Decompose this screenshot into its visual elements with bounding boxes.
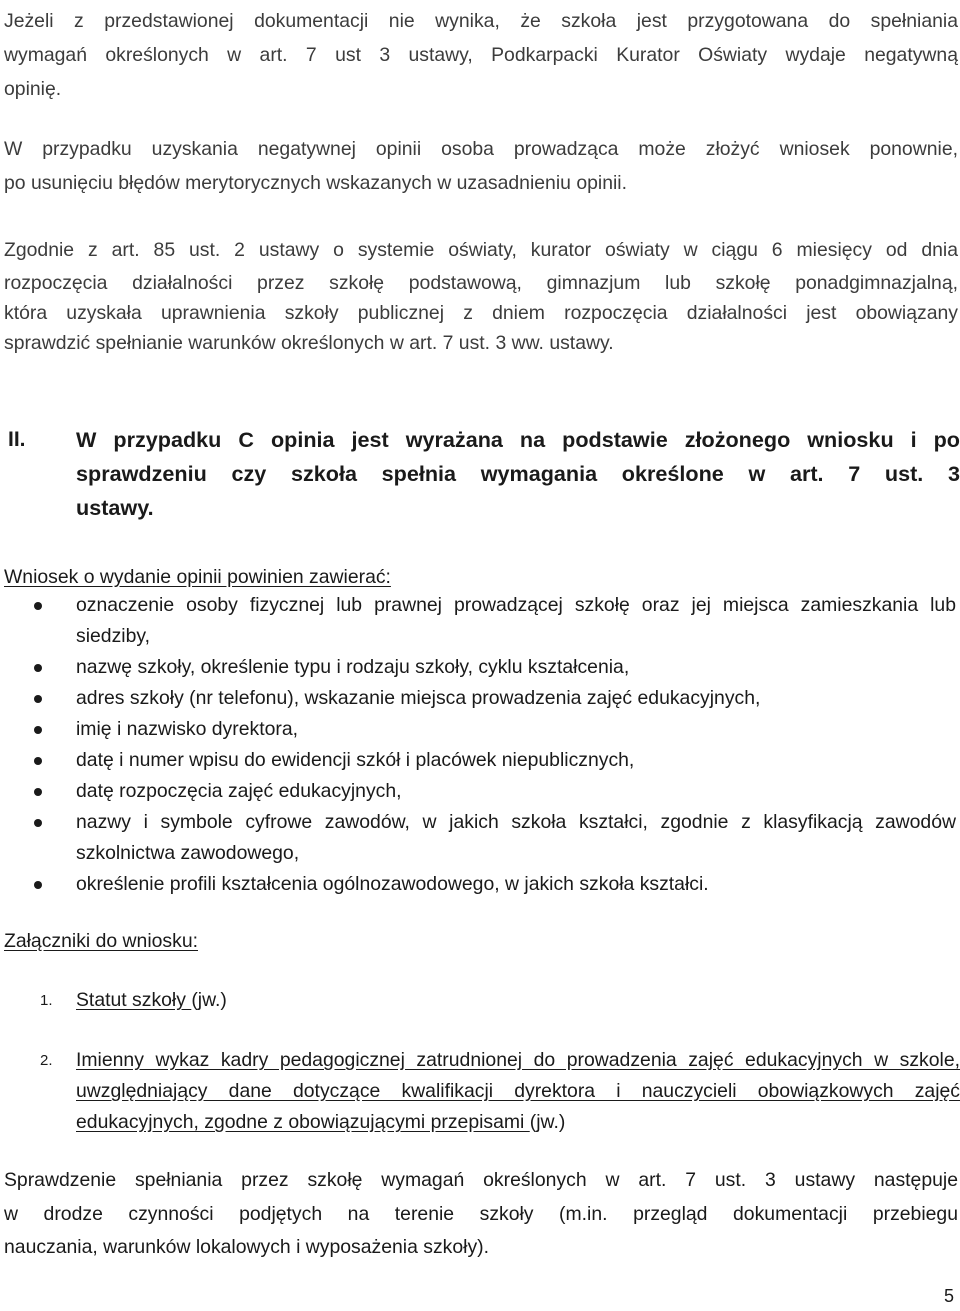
closing-paragraph-line-2: w drodze czynności podjętych na terenie szkoły (m.in. przegląd dokumentacji przebiegu — [4, 1203, 958, 1225]
section-heading-line-1: W przypadku C opinia jest wyrażana na podstawie złożonego wniosku i po — [76, 427, 960, 452]
section-heading-line-2: sprawdzeniu czy szkoła spełnia wymagania określone w art. 7 ust. 3 — [76, 461, 960, 486]
list-item: nazwę szkoły, określenie typu i rodzaju szkoły, cyklu kształcenia, — [0, 652, 956, 683]
bullet-icon — [34, 664, 42, 672]
section-number: II. — [8, 428, 26, 451]
paragraph-art85-line-2: rozpoczęcia działalności przez szkołę podstawową, gimnazjum lub szkołę ponadgimnazjalną, — [4, 272, 958, 294]
attachment-number: 1. — [40, 992, 53, 1009]
bullet-icon — [34, 757, 42, 765]
bullet-icon — [34, 788, 42, 796]
paragraph-resubmission-line-1: W przypadku uzyskania negatywnej opinii osoba prowadząca może złożyć wniosek ponownie, — [4, 138, 958, 160]
attachment-number: 2. — [40, 1052, 53, 1069]
list-item: imię i nazwisko dyrektora, — [0, 714, 956, 745]
paragraph-negative-opinion-line-2: wymagań określonych w art. 7 ust 3 ustawy, Podkarpacki Kurator Oświaty wydaje negatywną — [4, 44, 958, 66]
section-heading — [76, 423, 960, 525]
list-item: oznaczenie osoby fizycznej lub prawnej prowadzącej szkołę oraz jej miejsca zamieszkania lub siedziby, — [0, 590, 956, 652]
list-item: określenie profili kształcenia ogólnozawodowego, w jakich szkoła kształci. — [0, 869, 956, 900]
attachment-title: Statut szkoły — [76, 989, 192, 1011]
closing-paragraph-line-3: nauczania, warunków lokalowych i wyposażenia szkoły). — [4, 1236, 489, 1258]
list-item: nazwy i symbole cyfrowe zawodów, w jakich szkoła kształci, zgodnie z klasyfikacją zawodów szkolnictwa zawodowego, — [0, 807, 956, 869]
list-item: datę rozpoczęcia zajęć edukacyjnych, — [0, 776, 956, 807]
attachment-note: (jw.) — [191, 989, 227, 1011]
bullet-icon — [34, 819, 42, 827]
attachments-title: Załączniki do wniosku: — [4, 930, 198, 952]
paragraph-art85-line-4: sprawdzić spełnianie warunków określonych w art. 7 ust. 3 ww. ustawy. — [4, 332, 614, 354]
paragraph-art85-line-3: która uzyskała uprawnienia szkoły publicznej z dniem rozpoczęcia działalności jest obowiązany — [4, 302, 958, 324]
paragraph-art85-line-1: Zgodnie z art. 85 ust. 2 ustawy o systemie oświaty, kurator oświaty w ciągu 6 miesięcy od dnia — [4, 239, 958, 261]
bullet-icon — [34, 881, 42, 889]
paragraph-resubmission-line-2: po usunięciu błędów merytorycznych wskazanych w uzasadnieniu opinii. — [4, 172, 627, 194]
bullet-icon — [34, 726, 42, 734]
bullet-icon — [34, 602, 42, 610]
page-number: 5 — [943, 1286, 954, 1306]
section-heading-line-3: ustawy. — [76, 495, 154, 520]
list-item: datę i numer wpisu do ewidencji szkół i placówek niepublicznych, — [0, 745, 956, 776]
attachment-title: Imienny wykaz kadry pedagogicznej zatrudnionej do prowadzenia zajęć edukacyjnych w szkole, uwzględniający dane dotyczące kwalifikacji dyrektora i nauczycieli obowiązkowych zajęć edukacyjnych, zgodne z obowiązującymi przepisami — [76, 1049, 960, 1133]
attachment-note: (jw.) — [529, 1111, 566, 1133]
paragraph-negative-opinion-line-1: Jeżeli z przedstawionej dokumentacji nie wynika, że szkoła jest przygotowana do spełniania — [4, 10, 958, 32]
application-requirements-list — [0, 590, 960, 900]
paragraph-negative-opinion-line-3: opinię. — [4, 78, 62, 100]
list-item: adres szkoły (nr telefonu), wskazanie miejsca prowadzenia zajęć edukacyjnych, — [0, 683, 956, 714]
application-requirements-title: Wniosek o wydanie opinii powinien zawierać: — [4, 566, 391, 588]
closing-paragraph-line-1: Sprawdzenie spełniania przez szkołę wymagań określonych w art. 7 ust. 3 ustawy następuje — [4, 1169, 958, 1191]
bullet-icon — [34, 695, 42, 703]
